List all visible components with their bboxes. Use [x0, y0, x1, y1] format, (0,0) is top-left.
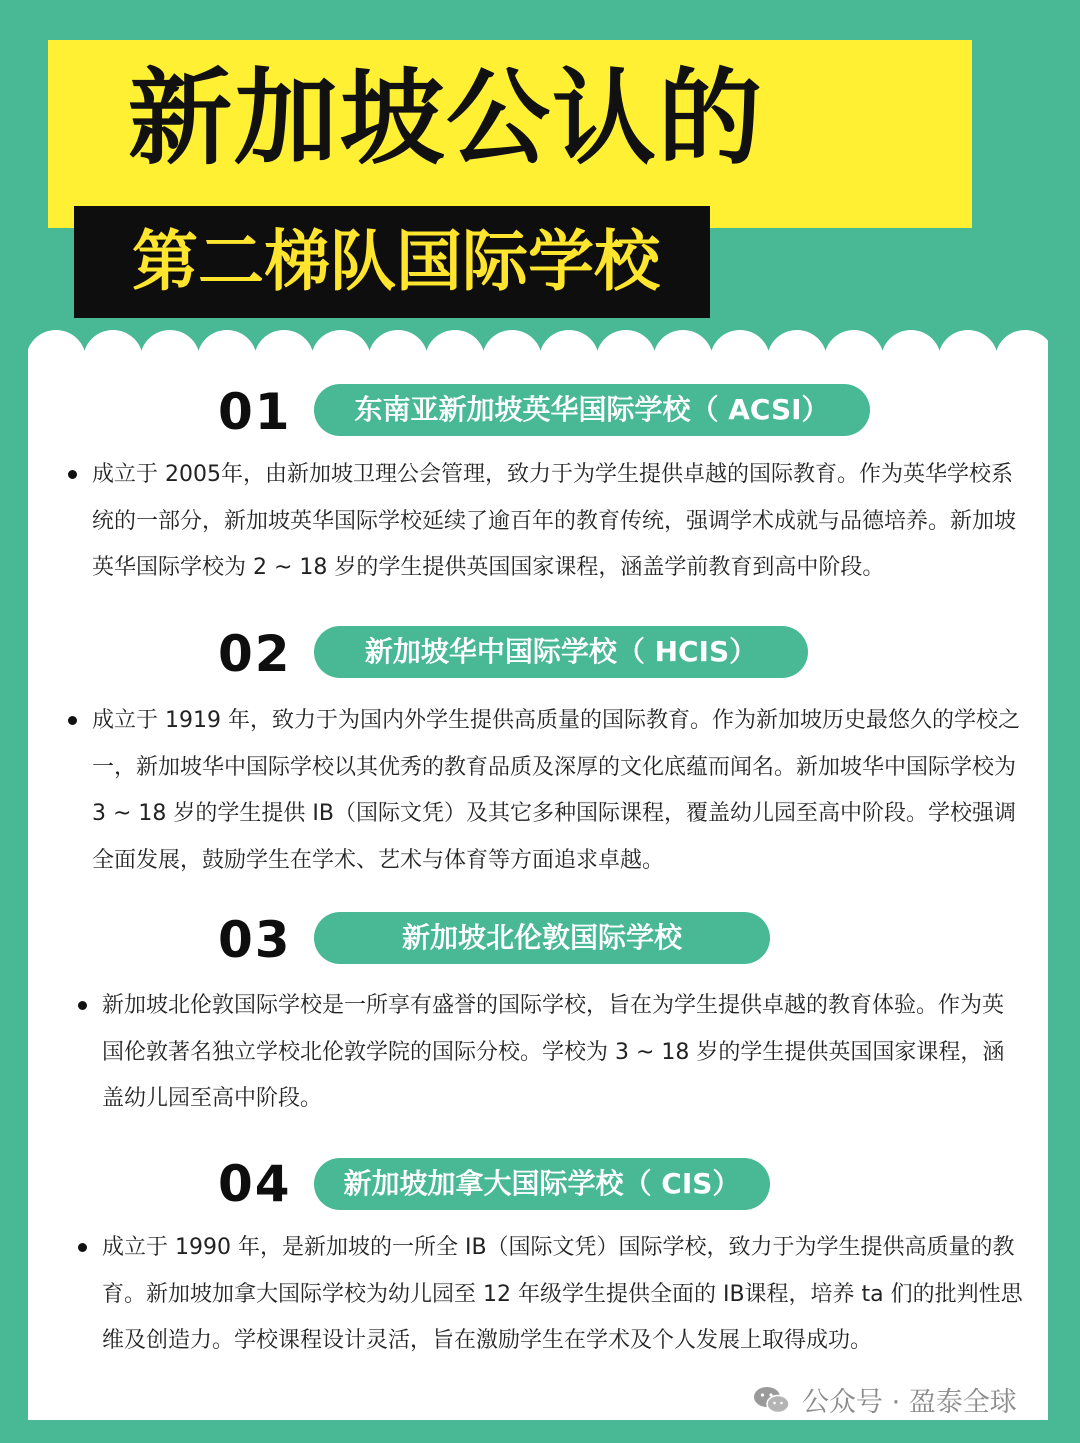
school-description: 成立于 1990 年，是新加坡的一所全 IB（国际文凭）国际学校，致力于为学生提供高质量的教育。新加坡加拿大国际学校为幼儿园至 12 年级学生提供全面的 IB课程，培养 ta 们的批判性思维及创造力。学校课程设计灵活，旨在激励学生在学术及个人发展上取得成功。	[102, 1235, 1023, 1353]
school-description: 成立于 2005年，由新加坡卫理公会管理，致力于为学生提供卓越的国际教育。作为英华学校系统的一部分，新加坡英华国际学校延续了逾百年的教育传统，强调学术成就与品德培养。新加坡英华国际学校为 2 ~ 18 岁的学生提供英国国家课程，涵盖学前教育到高中阶段。	[92, 462, 1017, 580]
bullet-dot	[78, 1243, 87, 1252]
school-name-pill: 东南亚新加坡英华国际学校（ ACSI）	[314, 384, 870, 436]
page-title: 新加坡公认的	[128, 57, 765, 179]
watermark	[752, 1380, 1017, 1419]
watermark-text: 公众号 · 盈泰全球	[802, 1387, 1017, 1418]
wechat-icon	[752, 1385, 792, 1415]
section-number: 03	[218, 911, 292, 969]
school-name-pill: 新加坡华中国际学校（ HCIS）	[314, 626, 808, 678]
school-description: 成立于 1919 年，致力于为国内外学生提供高质量的国际教育。作为新加坡历史最悠久的学校之一，新加坡华中国际学校以其优秀的教育品质及深厚的文化底蕴而闻名。新加坡华中国际学校为 3 ~ 18 岁的学生提供 IB（国际文凭）及其它多种国际课程，覆盖幼儿园至高中阶段。学校强调全面发展，鼓励学生在学术、艺术与体育等方面追求卓越。	[92, 708, 1020, 873]
bullet-dot	[68, 716, 77, 725]
page-subtitle: 第二梯队国际学校	[132, 223, 660, 300]
school-name-pill: 新加坡加拿大国际学校（ CIS）	[314, 1158, 770, 1210]
section-number: 04	[218, 1155, 292, 1213]
section-number: 02	[218, 625, 292, 683]
bullet-dot	[78, 1001, 87, 1010]
bullet-dot	[68, 470, 77, 479]
section-number: 01	[218, 383, 292, 441]
school-description: 新加坡北伦敦国际学校是一所享有盛誉的国际学校，旨在为学生提供卓越的教育体验。作为英国伦敦著名独立学校北伦敦学院的国际分校。学校为 3 ~ 18 岁的学生提供英国国家课程，涵盖幼儿园至高中阶段。	[102, 993, 1005, 1111]
school-name-pill: 新加坡北伦敦国际学校	[314, 912, 770, 964]
